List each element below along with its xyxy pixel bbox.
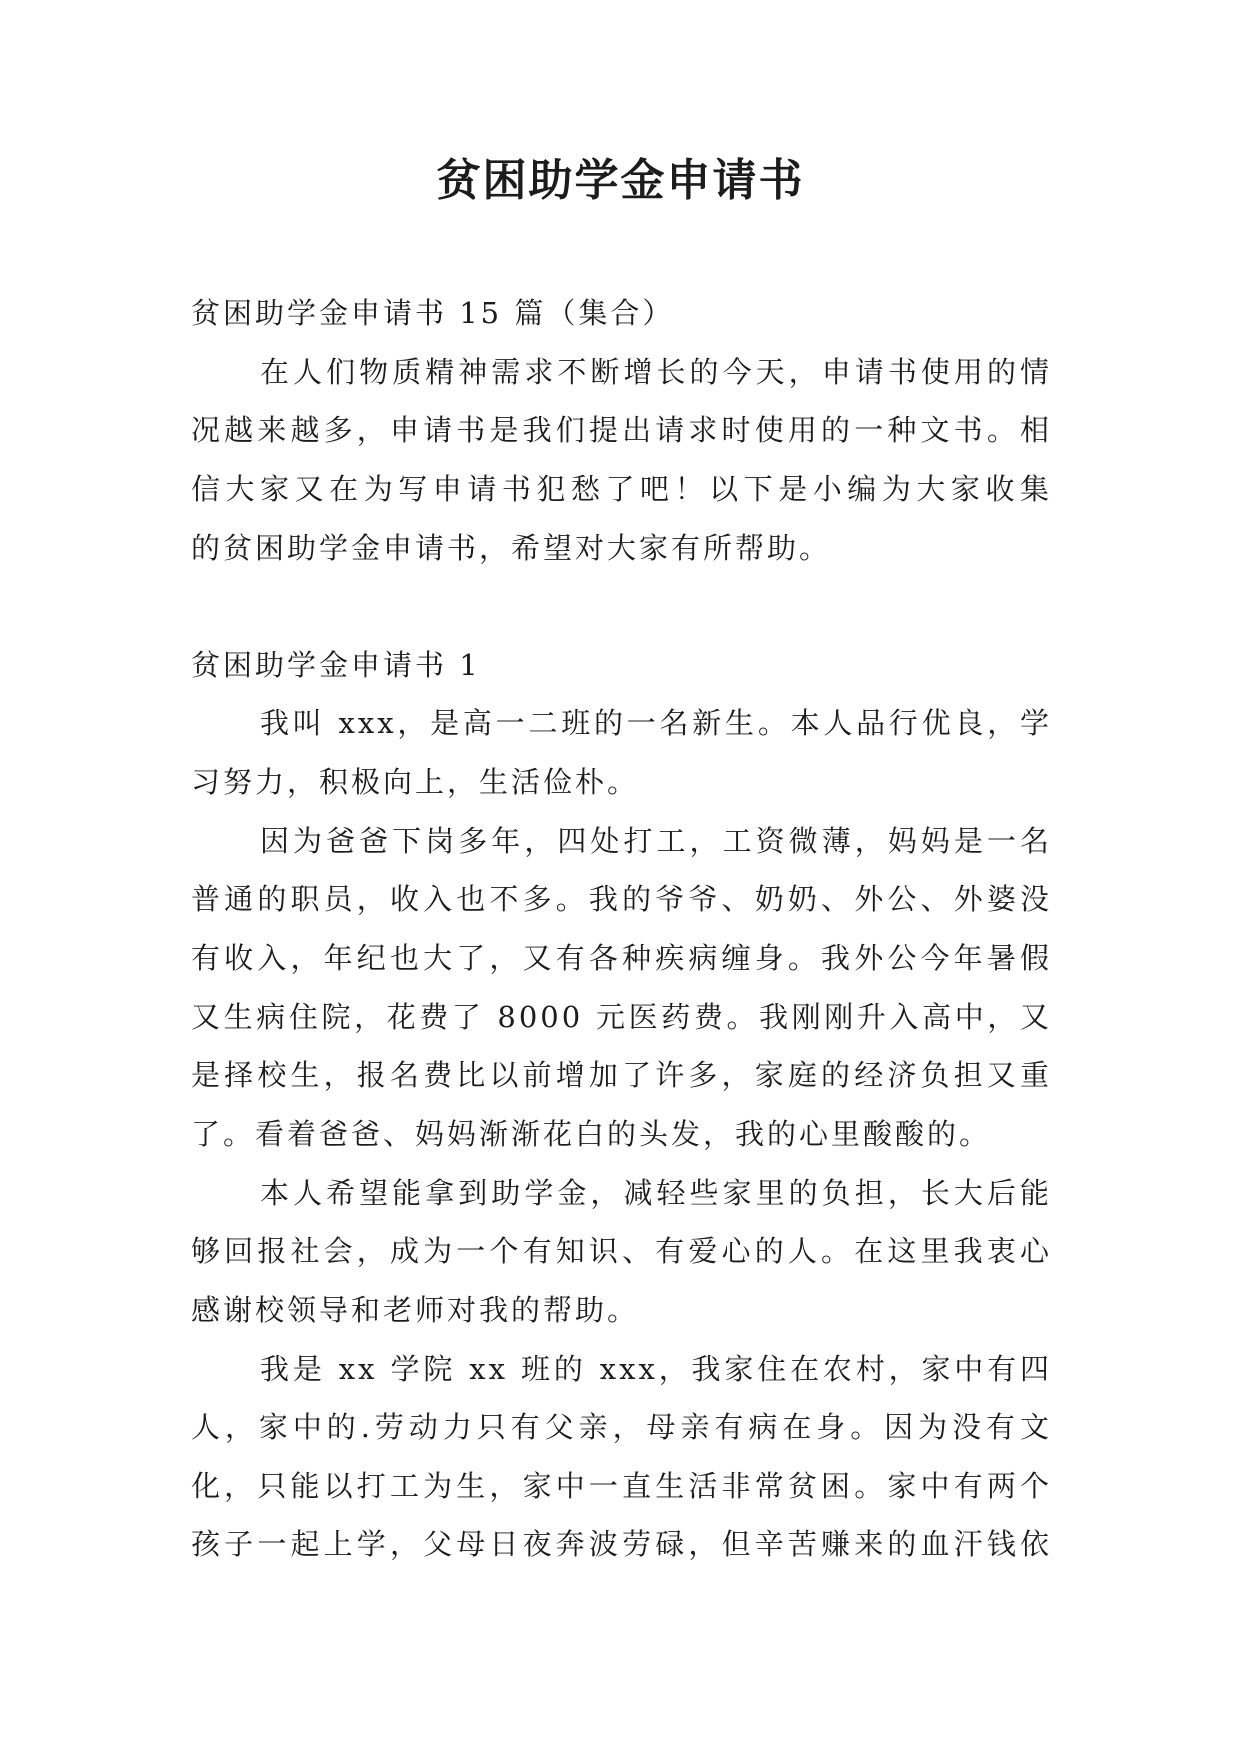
paragraph-line: 况越来越多，申请书是我们提出请求时使用的一种文书。相 bbox=[191, 413, 1052, 448]
section-heading: 贫困助学金申请书 1 bbox=[191, 647, 481, 682]
paragraph-line: 是择校生，报名费比以前增加了许多，家庭的经济负担又重 bbox=[191, 1058, 1052, 1093]
paragraph bbox=[191, 1164, 1052, 1340]
paragraph-line: 因为爸爸下岗多年，四处打工，工资微薄，妈妈是一名 bbox=[260, 823, 1052, 858]
paragraph-line: 又生病住院，花费了 8000 元医药费。我刚刚升入高中，又 bbox=[191, 999, 1052, 1034]
paragraph-line: 孩子一起上学，父母日夜奔波劳碌，但辛苦赚来的血汗钱依 bbox=[191, 1527, 1052, 1562]
paragraph-line: 习努力，积极向上，生活俭朴。 bbox=[191, 765, 640, 800]
paragraph-line: 在人们物质精神需求不断增长的今天，申请书使用的情 bbox=[260, 354, 1052, 389]
blank-line bbox=[191, 577, 1052, 636]
paragraph-line: 够回报社会，成为一个有知识、有爱心的人。在这里我衷心 bbox=[191, 1234, 1052, 1269]
paragraph bbox=[191, 812, 1052, 1164]
intro-paragraph bbox=[191, 343, 1052, 578]
paragraph-line: 人，家中的.劳动力只有父亲，母亲有病在身。因为没有文 bbox=[191, 1410, 1052, 1445]
paragraph-line: 有收入，年纪也大了，又有各种疾病缠身。我外公今年暑假 bbox=[191, 941, 1052, 976]
paragraph-line: 的贫困助学金申请书，希望对大家有所帮助。 bbox=[191, 530, 832, 565]
paragraph-line: 我是 xx 学院 xx 班的 xxx，我家住在农村，家中有四 bbox=[260, 1351, 1052, 1386]
paragraph-line: 本人希望能拿到助学金，减轻些家里的负担，长大后能 bbox=[260, 1175, 1052, 1210]
paragraph-line: 普通的职员，收入也不多。我的爷爷、奶奶、外公、外婆没 bbox=[191, 882, 1052, 917]
paragraph bbox=[191, 694, 1052, 811]
subtitle: 贫困助学金申请书 15 篇（集合） bbox=[191, 296, 675, 330]
document-title: 贫困助学金申请书 bbox=[436, 155, 805, 206]
paragraph-line: 我叫 xxx，是高一二班的一名新生。本人品行优良，学 bbox=[260, 706, 1052, 741]
paragraph-line: 化，只能以打工为生，家中一直生活非常贫困。家中有两个 bbox=[191, 1468, 1052, 1503]
paragraph-line: 感谢校领导和老师对我的帮助。 bbox=[191, 1292, 640, 1327]
paragraph-line: 信大家又在为写申请书犯愁了吧！以下是小编为大家收集 bbox=[191, 471, 1052, 506]
paragraph-line: 了。看着爸爸、妈妈渐渐花白的头发，我的心里酸酸的。 bbox=[191, 1116, 992, 1151]
document-body bbox=[191, 284, 1052, 1574]
paragraph bbox=[191, 1340, 1052, 1575]
